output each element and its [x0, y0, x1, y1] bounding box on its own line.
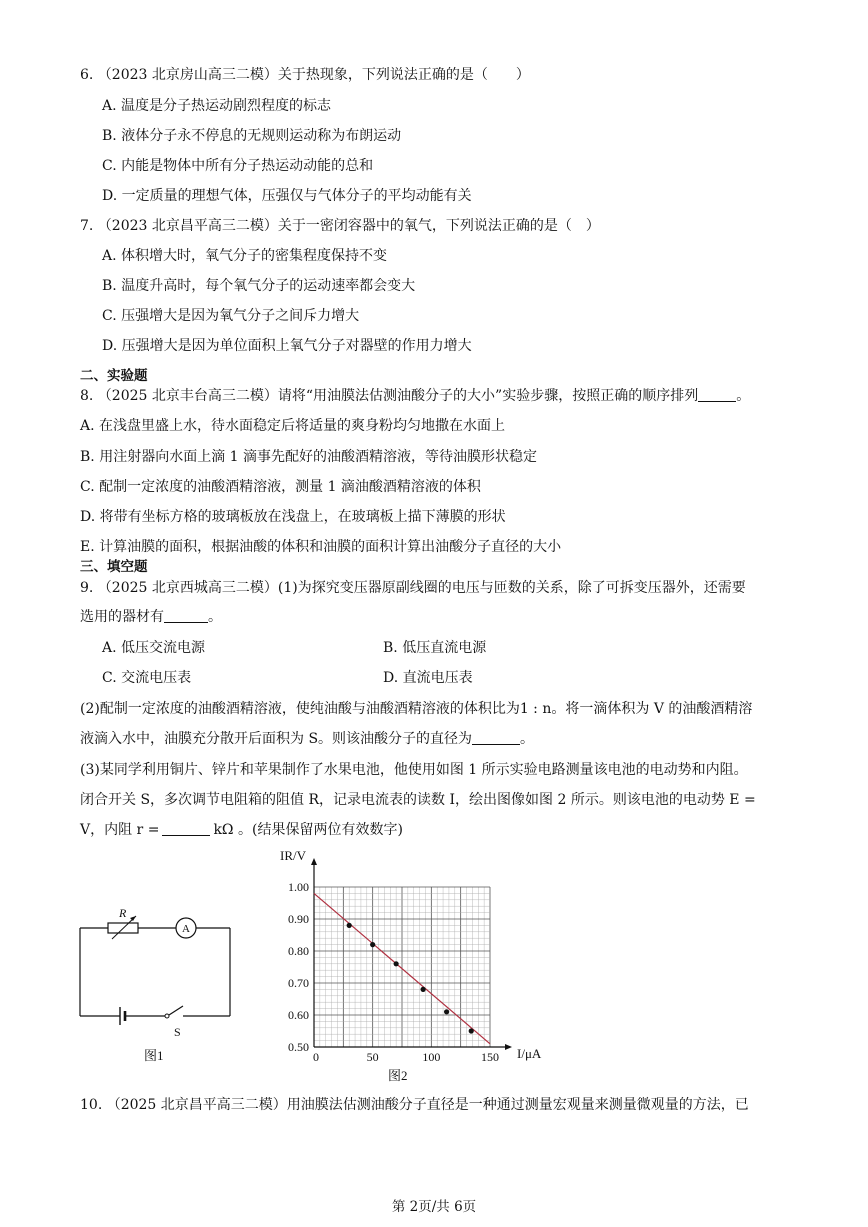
q6-option-c: C. 内能是物体中所有分子热运动动能的总和 [102, 158, 374, 174]
x-axis-label: I/μA [517, 1046, 542, 1061]
q9-stem-line2-end: 。 [208, 609, 222, 625]
q7-option-c: C. 压强增大是因为氧气分子之间斥力增大 [102, 308, 360, 324]
answer-blank [164, 608, 208, 623]
chart-grid [314, 887, 490, 1047]
x-tick-label: 0 [313, 1050, 319, 1064]
x-axis-arrow [505, 1044, 512, 1050]
q8-stem [80, 386, 750, 406]
q8-step-d: D. 将带有坐标方格的玻璃板放在浅盘上，在玻璃板上描下薄膜的形状 [80, 509, 506, 525]
y-tick-label: 0.90 [288, 912, 309, 926]
chart-tick-labels [288, 880, 499, 1064]
q8-stem-end: 。 [736, 388, 751, 404]
y-tick-label: 0.60 [288, 1008, 309, 1022]
q6-option-d: D. 一定质量的理想气体，压强仅与气体分子的平均动能有关 [102, 188, 472, 204]
switch-label: S [174, 1025, 181, 1039]
q7-stem: 7. （2023 北京昌平高三二模）关于一密闭容器中的氧气，下列说法正确的是（ ） [80, 218, 600, 234]
q8-step-e: E. 计算油膜的面积，根据油酸的体积和油膜的面积计算出油酸分子直径的大小 [80, 539, 562, 555]
y-tick-label: 0.50 [288, 1040, 309, 1054]
resistor-label: R [119, 906, 127, 920]
q8-stem-text: 8. （2025 北京丰台高三二模）请将“用油膜法估测油酸分子的大小”实验步骤，按照正确的顺序排列 [80, 388, 699, 404]
q9-stem-line2-text: 选用的器材有 [80, 609, 164, 625]
q6-option-b: B. 液体分子永不停息的无规则运动称为布朗运动 [102, 128, 402, 144]
q9-part3-line3 [80, 820, 403, 840]
data-point [469, 1028, 474, 1033]
x-tick-label: 50 [366, 1050, 379, 1064]
answer-blank [472, 730, 520, 745]
data-point [347, 923, 352, 928]
q7-option-d: D. 压强增大是因为单位面积上氧气分子对器壁的作用力增大 [102, 338, 472, 354]
q9-part3-line3-b: kΩ 。(结果保留两位有效数字) [213, 822, 403, 838]
q9-part2-line1: (2)配制一定浓度的油酸酒精溶液，使纯油酸与油酸酒精溶液的体积比为1 : n。将一滴体积为 V 的油酸酒精溶 [80, 701, 753, 717]
ir-vs-i-chart [270, 842, 570, 1087]
q9-part3-line1: (3)某同学利用铜片、锌片和苹果制作了水果电池，他使用如图 1 所示实验电路测量该电池的电动势和内阻。 [80, 762, 748, 778]
y-tick-label: 0.80 [288, 944, 309, 958]
data-point [421, 987, 426, 992]
circuit-figure [70, 895, 245, 1065]
y-axis-arrow [311, 858, 317, 865]
section-fill-heading: 三、填空题 [80, 559, 148, 575]
q10-stem: 10. （2025 北京昌平高三二模）用油膜法估测油酸分子直径是一种通过测量宏观量来测量微观量的方法，已 [80, 1097, 749, 1113]
q9-part2-line2 [80, 729, 534, 749]
y-tick-label: 0.70 [288, 976, 309, 990]
q8-step-c: C. 配制一定浓度的油酸酒精溶液，测量 1 滴油酸酒精溶液的体积 [80, 479, 481, 495]
q9-option-c: C. 交流电压表 [102, 670, 192, 686]
x-tick-label: 100 [422, 1050, 441, 1064]
q9-part2-line2-end: 。 [520, 731, 535, 747]
y-tick-label: 1.00 [288, 880, 309, 894]
figure2-caption: 图2 [388, 1068, 408, 1083]
q7-option-a: A. 体积增大时，氧气分子的密集程度保持不变 [102, 248, 388, 264]
data-point [444, 1009, 449, 1014]
page-footer: 第 2页/共 6页 [391, 1199, 477, 1215]
data-point [370, 942, 375, 947]
q9-option-a: A. 低压交流电源 [102, 640, 206, 656]
q9-stem-line1: 9. （2025 北京西城高三二模）(1)为探究变压器原副线圈的电压与匝数的关系，除了可拆变压器外，还需要 [80, 580, 746, 596]
q9-option-d: D. 直流电压表 [383, 670, 473, 686]
q7-option-b: B. 温度升高时，每个氧气分子的运动速率都会变大 [102, 278, 416, 294]
q9-part3-line2: 闭合开关 S，多次调节电阻箱的阻值 R，记录电流表的读数 I，绘出图像如图 2 所示。则该电池的电动势 E = [80, 792, 756, 808]
data-point [394, 961, 399, 966]
q8-step-a: A. 在浅盘里盛上水，待水面稳定后将适量的爽身粉均匀地撒在水面上 [80, 418, 506, 434]
q9-part2-line2-text: 液滴入水中，油膜充分散开后面积为 S。则该油酸分子的直径为 [80, 731, 473, 747]
q9-stem-line2 [80, 607, 222, 627]
q9-option-b: B. 低压直流电源 [383, 640, 487, 656]
ammeter-label: A [182, 923, 190, 935]
q6-stem: 6. （2023 北京房山高三二模）关于热现象，下列说法正确的是（ ） [80, 67, 530, 83]
section-experiment-heading: 二、实验题 [80, 368, 148, 384]
y-axis-label: IR/V [280, 848, 306, 863]
switch-contact [165, 1014, 169, 1018]
switch-lever [169, 1006, 183, 1015]
figure1-caption: 图1 [144, 1048, 164, 1063]
answer-blank [162, 821, 210, 836]
q6-option-a: A. 温度是分子热运动剧烈程度的标志 [102, 98, 332, 114]
q9-part3-line3-a: V，内阻 r = [80, 822, 160, 838]
x-tick-label: 150 [481, 1050, 499, 1064]
answer-blank [698, 387, 736, 402]
q8-step-b: B. 用注射器向水面上滴 1 滴事先配好的油酸酒精溶液，等待油膜形状稳定 [80, 449, 537, 465]
